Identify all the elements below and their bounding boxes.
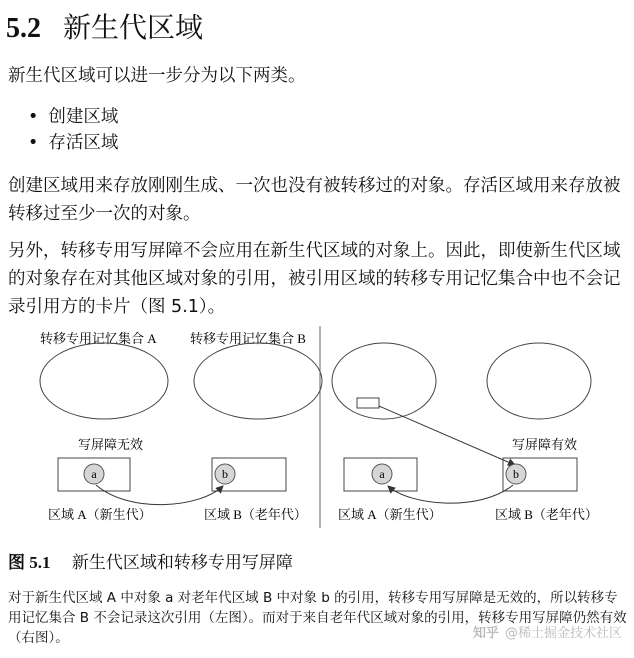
bullet-list (28, 104, 118, 156)
intro-paragraph: 新生代区域可以进一步分为以下两类。 (8, 66, 306, 86)
left-remembered-set-b (194, 343, 322, 419)
left-object-a-label: a (91, 467, 97, 481)
right-object-b-label: b (513, 467, 519, 481)
left-set-a-label: 转移专用记忆集合 A (40, 331, 157, 346)
section-number: 5.2 (6, 13, 41, 44)
right-object-a-label: a (379, 467, 385, 481)
section-heading (6, 6, 203, 46)
figure-diagram (0, 318, 634, 538)
paragraph-2: 另外，转移专用写屏障不会应用在新生代区域的对象上。因此，即使新生代区域的对象存在对其他区域对象的引用，被引用区域的转移专用记忆集合中也不会记录引用方的卡片（图 5.1）。 (8, 241, 621, 317)
left-region-b-label: 区域 B（老年代） (204, 507, 307, 522)
paragraph-1: 创建区域用来存放刚刚生成、一次也没有被转移过的对象。存活区域用来存放被转移过至少一次的对象。 (8, 176, 621, 224)
left-region-a-label: 区域 A（新生代） (48, 507, 152, 522)
right-reference-arrow (388, 485, 513, 503)
figure-caption-text: 新生代区域和转移专用写屏障 (71, 553, 293, 573)
figure-caption (8, 548, 293, 573)
left-barrier-label: 写屏障无效 (78, 437, 144, 452)
bullet-item: • 创建区域 (28, 104, 118, 130)
figure-caption-label: 图 5.1 (8, 553, 51, 572)
left-reference-arrow (96, 485, 223, 505)
section-title: 新生代区域 (63, 11, 204, 44)
right-region-a-label: 区域 A（新生代） (338, 507, 442, 522)
watermark-text: @稀土掘金技术社区 (504, 626, 622, 641)
right-remembered-set-b (487, 343, 591, 419)
left-remembered-set-a (40, 343, 168, 419)
figure-note: 对于新生代区域 A 中对象 a 对老年代区域 B 中对象 b 的引用，转移专用写屏障是无效的，所以转移专用记忆集合 B 不会记录这次引用（左图）。而对于来自老年代区域对象的引用，转移专用写屏障仍然有效（右图）。 (8, 590, 627, 646)
left-object-b-label: b (222, 467, 228, 481)
left-set-b-label: 转移专用记忆集合 B (190, 331, 306, 346)
watermark-logo: 知乎 (472, 626, 499, 641)
right-recorded-card (357, 398, 379, 408)
bullet-item: • 存活区域 (28, 130, 118, 156)
watermark (473, 622, 622, 641)
right-barrier-label: 写屏障有效 (512, 437, 578, 452)
right-region-b-label: 区域 B（老年代） (495, 507, 598, 522)
right-remembered-set-a (332, 343, 436, 419)
right-card-arrow (379, 406, 515, 465)
